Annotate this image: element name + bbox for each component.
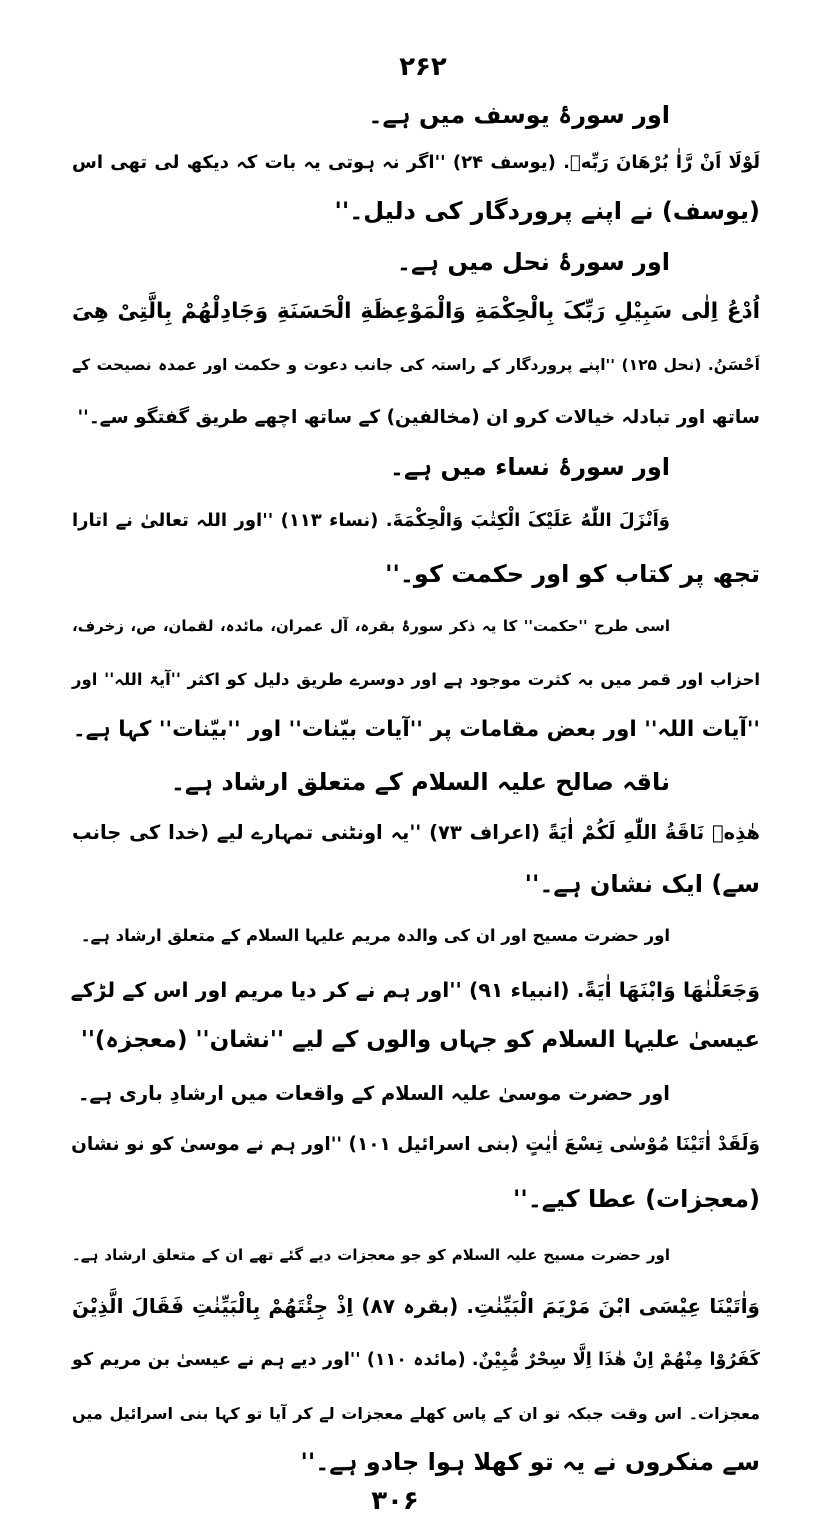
text-line: اور سورۂ نحل میں ہے۔ <box>396 248 670 276</box>
text-line: سے) ایک نشان ہے۔'' <box>524 870 760 898</box>
text-line: سے منکروں نے یہ تو کھلا ہوا جادو ہے۔'' <box>300 1448 760 1476</box>
text-line: وَجَعَلْنٰهَا وَابْنَهَا اٰیَةً. (انبیاء ۹۱) ''اور ہم نے کر دیا مریم اور اس کے لڑکے <box>70 978 760 1002</box>
text-line: تجھ پر کتاب کو اور حکمت کو۔'' <box>385 560 760 588</box>
text-line: عیسیٰ علیہا السلام کو جہاں والوں کے لیے ''نشان'' (معجزہ)'' <box>80 1027 760 1053</box>
text-line: وَاَنْزَلَ اللّٰهُ عَلَیْکَ الْکِتٰبَ وَالْحِکْمَةَ. (نساء ۱۱۳) ''اور اللہ تعالیٰ نے اتارا <box>72 510 670 531</box>
text-line: احزاب اور قمر میں بہ کثرت موجود ہے اور دوسرے طریق دلیل کو اکثر ''آیۃ اللہ'' اور <box>72 670 760 689</box>
text-line: ''آیات اللہ'' اور بعض مقامات پر ''آیات بیّنات'' اور ''بیّنات'' کہا ہے۔ <box>72 717 760 742</box>
text-line: اور سورۂ یوسف میں ہے۔ <box>368 101 670 129</box>
text-line: (معجزات) عطا کیے۔'' <box>513 1185 760 1213</box>
text-line: (یوسف) نے اپنے پروردگار کی دلیل۔'' <box>334 197 760 225</box>
page-number-top: ۲۶۲ <box>399 52 447 82</box>
text-line: اُدْعُ اِلٰی سَبِیْلِ رَبِّکَ بِالْحِکْمَةِ وَالْمَوْعِظَةِ الْحَسَنَةِ وَجَادِلْهُمْ بِالَّتِیْ هِیَ <box>72 299 760 324</box>
text-line: کَفَرُوْا مِنْهُمْ اِنْ هٰذَا اِلَّا سِحْرٌ مُّبِیْنٌ. (مائدہ ۱۱۰) ''اور دیے ہم نے عیسیٰ بن مریم کو <box>72 1350 760 1370</box>
text-line: اور حضرت مسیح علیہ السلام کو جو معجزات دیے گئے تھے ان کے متعلق ارشاد ہے۔ <box>72 1246 670 1264</box>
text-line: اور حضرت موسیٰ علیہ السلام کے واقعات میں ارشادِ باری ہے۔ <box>77 1082 670 1105</box>
text-line: اور سورۂ نساء میں ہے۔ <box>389 453 670 481</box>
text-line: ساتھ اور تبادلہ خیالات کرو ان (مخالفین) کے ساتھ اچھے طریق گفتگو سے۔'' <box>77 407 760 428</box>
text-line: هٰذِهٖ نَاقَةُ اللّٰهِ لَکُمْ اٰیَةً (اعراف ۷۳) ''یہ اونٹنی تمہارے لیے (خدا کی جانب <box>72 821 760 844</box>
text-line: اور حضرت مسیح اور ان کی والدہ مریم علیہا السلام کے متعلق ارشاد ہے۔ <box>80 926 670 945</box>
text-line: معجزات۔ اس وقت جبکہ تو ان کے پاس کھلے معجزات لے کر آیا تو کہا بنی اسرائیل میں <box>72 1404 760 1423</box>
text-line: اسی طرح ''حکمت'' کا یہ ذکر سورۂ بقرہ، آل عمران، مائدہ، لقمان، ص، زخرف، <box>72 617 670 635</box>
text-line: اَحْسَنُ. (نحل ۱۲۵) ''اپنے پروردگار کے راستہ کی جانب دعوت و حکمت اور عمدہ نصیحت کے <box>72 356 760 374</box>
page-number-bottom: ۳۰۶ <box>371 1486 419 1516</box>
text-line: ناقہ صالح علیہ السلام کے متعلق ارشاد ہے۔ <box>170 768 670 796</box>
text-line: وَاٰتَیْنَا عِیْسَی ابْنَ مَرْیَمَ الْبَیِّنٰتِ. (بقرہ ۸۷) اِذْ جِئْتَهُمْ بِالْبَیِّنٰتِ فَقَالَ الَّذِیْنَ <box>72 1294 760 1318</box>
text-line: وَلَقَدْ اٰتَیْنَا مُوْسٰی تِسْعَ اٰیٰتٍ (بنی اسرائیل ۱۰۱) ''اور ہم نے موسیٰ کو نو نشان <box>71 1134 760 1155</box>
text-line: لَوْلَا اَنْ رَّاٰ بُرْهَانَ رَبِّهٖ. (یوسف ۲۴) ''اگر نہ ہوتی یہ بات کہ دیکھ لی تھی اس <box>72 152 760 173</box>
